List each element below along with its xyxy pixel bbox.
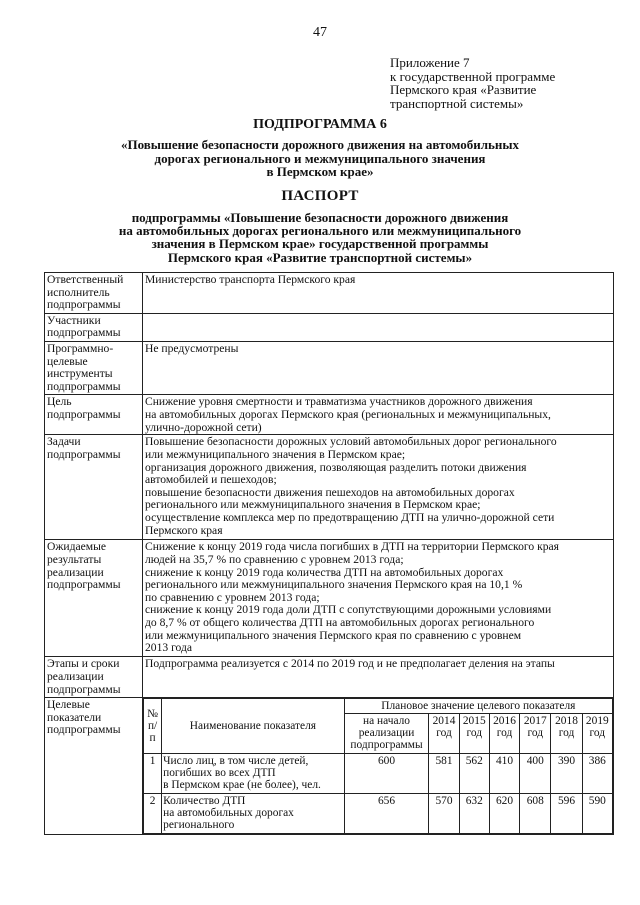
label-line: подпрограммы bbox=[47, 682, 121, 696]
subprogram-name-line: дорогах регионального и межмуниципального значения bbox=[154, 150, 486, 166]
indicators-cell bbox=[143, 698, 614, 835]
year-value: 562 bbox=[459, 754, 489, 794]
row-goal bbox=[45, 395, 614, 435]
year-header: 2017 год bbox=[520, 714, 551, 754]
passport-subtitle-line: на автомобильных дорогах регионального или межмуниципального bbox=[118, 223, 522, 239]
row-label bbox=[45, 313, 143, 341]
row-value bbox=[143, 435, 614, 540]
appendix-note bbox=[390, 56, 555, 110]
label-line: исполнитель bbox=[47, 285, 110, 299]
year-header: 2014 год bbox=[429, 714, 459, 754]
passport-subtitle-line: Пермского края «Развитие транспортной системы» bbox=[167, 249, 473, 265]
passport-subtitle-line: подпрограммы «Повышение безопасности дорожного движения bbox=[131, 210, 509, 225]
subprogram-name-line: «Повышение безопасности дорожного движения на автомобильных bbox=[120, 137, 520, 152]
value-line: регионального или межмуниципального значения Пермского края на 10,1 % bbox=[145, 578, 523, 592]
value-line: Подпрограмма реализуется с 2014 по 2019 год и не предполагает деления на этапы bbox=[145, 657, 555, 671]
value-line: автомобилей и пешеходов; bbox=[145, 473, 277, 487]
row-stages bbox=[45, 657, 614, 698]
label-line: реализации bbox=[47, 565, 104, 579]
indicator-name-line: регионального bbox=[163, 819, 235, 832]
year-value: 400 bbox=[520, 754, 551, 794]
value-line: организация дорожного движения, позволяющая разделить потоки движения bbox=[145, 460, 527, 474]
appendix-line: Пермского края «Развитие bbox=[390, 82, 537, 97]
subprogram-name-line: в Пермском крае» bbox=[266, 164, 374, 179]
label-line: Ожидаемые bbox=[47, 540, 107, 554]
value-line: регионального или межмуниципального значения в Пермском крае; bbox=[145, 498, 481, 512]
row-label bbox=[45, 273, 143, 314]
value-line: снижение к концу 2019 года количества ДТП на автомобильных дорогах bbox=[145, 565, 504, 579]
year-value: 632 bbox=[459, 794, 489, 834]
row-participants bbox=[45, 313, 614, 341]
row-value bbox=[143, 313, 614, 341]
passport-table bbox=[44, 272, 614, 835]
start-value: 656 bbox=[344, 794, 429, 834]
year-value: 596 bbox=[551, 794, 582, 834]
appendix-line: к государственной программе bbox=[390, 68, 556, 84]
label-line: Целевые bbox=[47, 698, 90, 712]
value-line: Министерство транспорта Пермского края bbox=[145, 273, 356, 286]
value-line: улично-дорожной сети) bbox=[145, 420, 262, 434]
label-line: результаты bbox=[47, 552, 102, 566]
row-num: 2 bbox=[144, 794, 162, 834]
value-line: снижение к концу 2019 года доли ДТП с сопутствующими дорожными условиями bbox=[145, 603, 552, 617]
label-line: подпрограммы bbox=[47, 578, 121, 592]
col-num-header bbox=[144, 699, 162, 754]
value-line: до 8,7 % от общего количества ДТП на автомобильных дорогах регионального bbox=[145, 615, 535, 629]
subprogram-name bbox=[0, 138, 640, 179]
year-header: 2016 год bbox=[489, 714, 519, 754]
year-value: 390 bbox=[551, 754, 582, 794]
value-line: Снижение к концу 2019 года числа погибших в ДТП на территории Пермского края bbox=[145, 540, 559, 554]
appendix-line: Приложение 7 bbox=[390, 55, 470, 70]
col-name-text: Наименование показателя bbox=[189, 720, 317, 733]
indicator-name-line: погибших во всех ДТП bbox=[163, 767, 276, 780]
row-label bbox=[45, 341, 143, 394]
start-value: 600 bbox=[344, 754, 429, 794]
indicator-name bbox=[162, 794, 345, 834]
value-line: Не предусмотрены bbox=[145, 341, 239, 355]
value-line: по сравнению с уровнем 2013 года; bbox=[145, 590, 320, 604]
label-line: Цель bbox=[47, 395, 72, 409]
row-value bbox=[143, 341, 614, 394]
label-line: Этапы и сроки bbox=[47, 657, 120, 671]
label-line: реализации bbox=[47, 669, 104, 683]
row-value bbox=[143, 540, 614, 657]
row-label bbox=[45, 698, 143, 835]
year-value: 581 bbox=[429, 754, 459, 794]
year-value: 608 bbox=[520, 794, 551, 834]
passport-subtitle-line: значения в Пермском крае» государственной программы bbox=[151, 236, 489, 252]
value-line: 2013 года bbox=[145, 641, 193, 655]
indicator-name bbox=[162, 754, 345, 794]
label-line: подпрограммы bbox=[47, 298, 121, 312]
value-line: на автомобильных дорогах Пермского края (региональных и межмуниципальных, bbox=[145, 407, 551, 421]
col-start-header: на начало реализации подпрограммы bbox=[344, 714, 429, 754]
table-row bbox=[144, 754, 613, 794]
label-line: показатели bbox=[47, 710, 102, 724]
label-line: Программно- bbox=[47, 341, 114, 355]
passport-subtitle bbox=[0, 211, 640, 264]
year-value: 410 bbox=[489, 754, 519, 794]
value-line: людей на 35,7 % по сравнению с уровнем 2013 года; bbox=[145, 552, 404, 566]
row-tasks bbox=[45, 435, 614, 540]
indicators-header-row bbox=[144, 699, 613, 714]
row-label bbox=[45, 657, 143, 698]
col-num-text: № п/п bbox=[147, 708, 158, 745]
value-line: или межмуниципального значения Пермского края по сравнению с уровнем bbox=[145, 628, 522, 642]
table-row bbox=[144, 794, 613, 834]
row-label bbox=[45, 435, 143, 540]
appendix-line: транспортной системы» bbox=[390, 95, 524, 111]
label-line: подпрограммы bbox=[47, 723, 121, 737]
passport-title: ПАСПОРТ bbox=[281, 188, 359, 204]
indicator-name-line: в Пермском крае (не более), чел. bbox=[163, 779, 321, 792]
label-line: Задачи bbox=[47, 435, 81, 449]
year-header: 2018 год bbox=[551, 714, 582, 754]
value-line: Повышение безопасности дорожных условий автомобильных дорог регионального bbox=[145, 435, 557, 449]
page-number: 47 bbox=[313, 25, 327, 40]
label-line: подпрограммы bbox=[47, 379, 121, 393]
year-value: 620 bbox=[489, 794, 519, 834]
row-indicators bbox=[45, 698, 614, 835]
indicator-name-line: Количество ДТП bbox=[163, 795, 246, 808]
year-value: 590 bbox=[582, 794, 612, 834]
year-header: 2019 год bbox=[582, 714, 612, 754]
year-value: 570 bbox=[429, 794, 459, 834]
label-line: подпрограммы bbox=[47, 447, 121, 461]
row-value bbox=[143, 273, 614, 314]
label-line: Участники bbox=[47, 313, 101, 327]
row-label bbox=[45, 395, 143, 435]
subprogram-title: ПОДПРОГРАММА 6 bbox=[253, 117, 387, 132]
col-name-header bbox=[162, 699, 345, 754]
value-line: Пермского края bbox=[145, 523, 223, 537]
value-line: осуществление комплекса мер по предотвращению ДТП на улично-дорожной сети bbox=[145, 510, 555, 524]
row-num: 1 bbox=[144, 754, 162, 794]
col-plan-header: Плановое значение целевого показателя bbox=[344, 699, 612, 714]
label-line: подпрограммы bbox=[47, 407, 121, 421]
label-line: целевые bbox=[47, 354, 88, 368]
row-instruments bbox=[45, 341, 614, 394]
value-line: или межмуниципального значения в Пермском крае; bbox=[145, 447, 406, 461]
indicator-name-line: Число лиц, в том числе детей, bbox=[163, 755, 309, 768]
year-value: 386 bbox=[582, 754, 612, 794]
label-line: инструменты bbox=[47, 367, 113, 381]
indicator-name-line: на автомобильных дорогах bbox=[163, 807, 294, 820]
value-line: повышение безопасности движения пешеходов на автомобильных дорогах bbox=[145, 485, 515, 499]
label-line: подпрограммы bbox=[47, 326, 121, 340]
row-responsible bbox=[45, 273, 614, 314]
value-line: Снижение уровня смертности и травматизма участников дорожного движения bbox=[145, 395, 533, 409]
row-value bbox=[143, 657, 614, 698]
row-expected-results bbox=[45, 540, 614, 657]
row-label bbox=[45, 540, 143, 657]
row-value bbox=[143, 395, 614, 435]
indicators-table bbox=[143, 698, 613, 834]
year-header: 2015 год bbox=[459, 714, 489, 754]
label-line: Ответственный bbox=[47, 273, 124, 286]
